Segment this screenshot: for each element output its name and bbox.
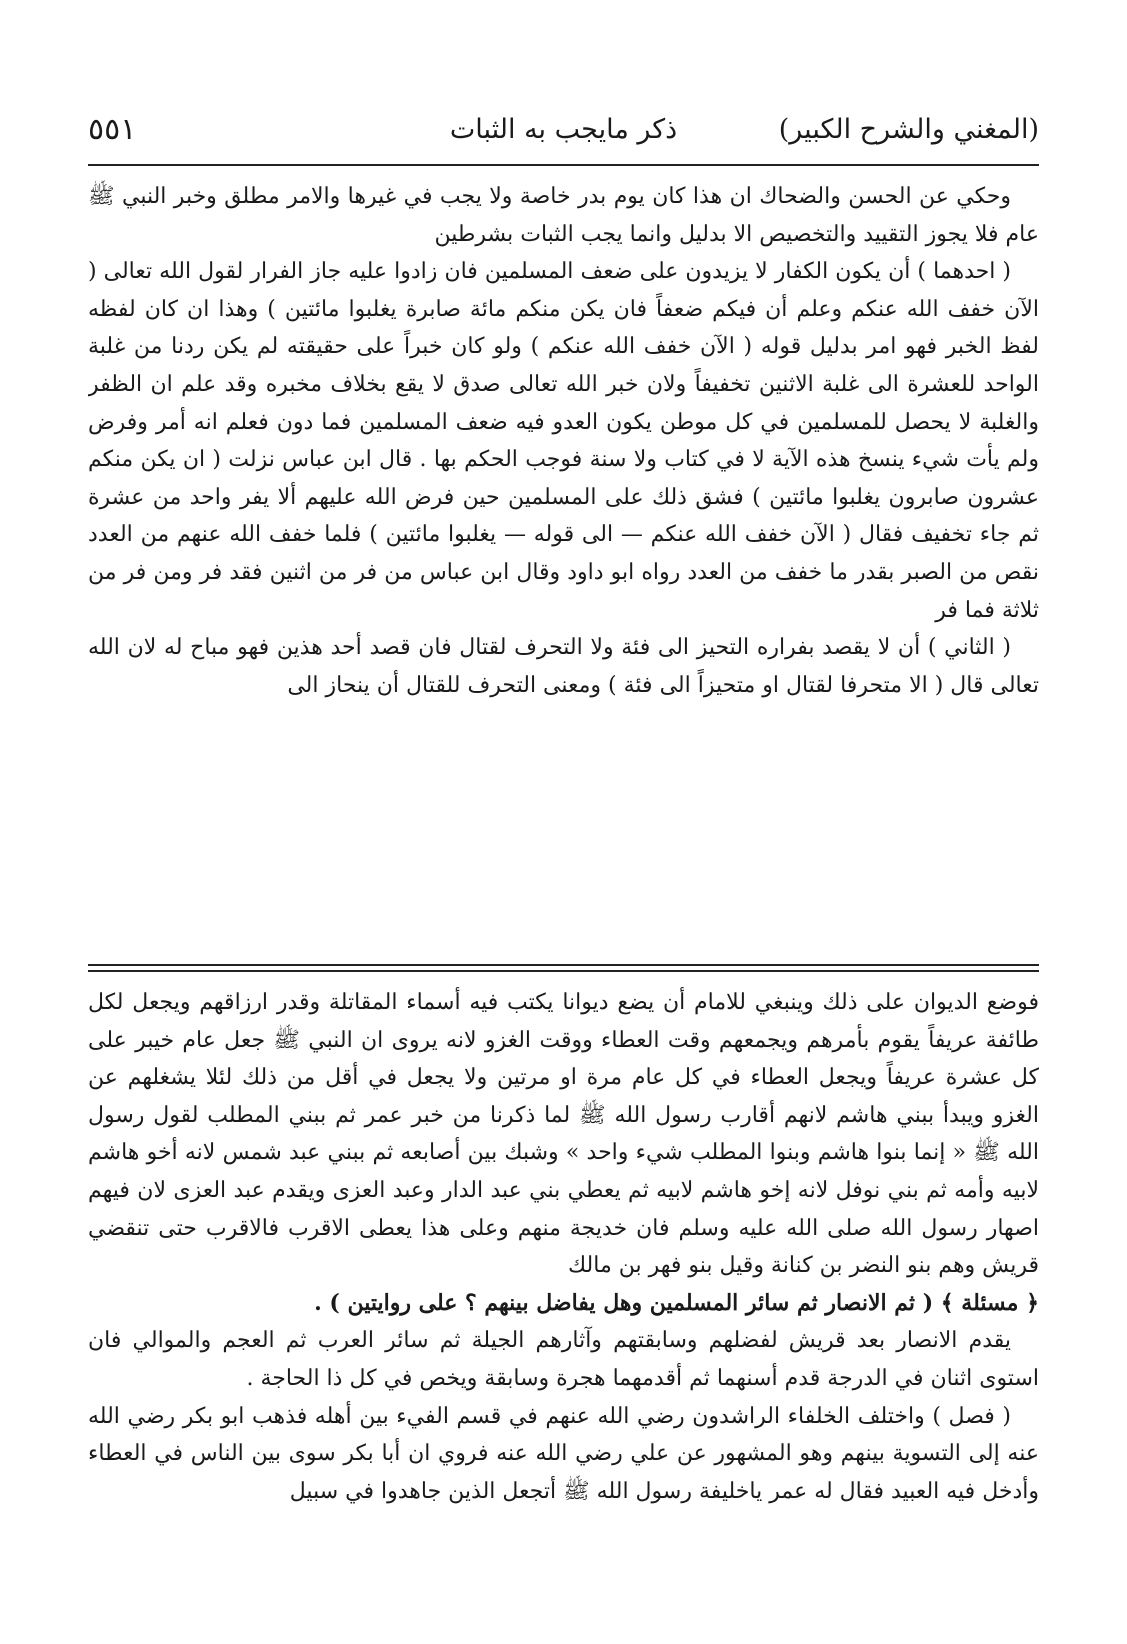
footnote-separator: [88, 964, 1039, 972]
section-title: ذكر مايجب به الثبات: [449, 114, 678, 145]
main-text: [88, 178, 1039, 958]
book-title: (المغني والشرح الكبير): [778, 114, 1039, 145]
main-paragraph: ( احدهما ) أن يكون الكفار لا يزيدون على ضعف المسلمين فان زادوا عليه جاز الفرار لقول الله تعالى ( الآن خفف الله عنكم وعلم أن فيكم ضعفاً فان يكن منكم مائة صابرة يغلبوا مائتين ) وهذا ان كان لفظه لفظ الخبر فهو امر بدليل قوله ( الآن خفف الله عنكم ) ولو كان خبراً على حقيقته لم يكن ردنا من غلبة الواحد للعشرة الى غلبة الاثنين تخفيفاً ولان خبر الله تعالى صدق لا يقع بخلاف مخبره وقد علم ان الظفر والغلبة لا يحصل للمسلمين في كل موطن يكون العدو فيه ضعف المسلمين فما دون فعلم انه أمر وفرض ولم يأت شيء ينسخ هذه الآية لا في كتاب ولا سنة فوجب الحكم بها . قال ابن عباس نزلت ( ان يكن منكم عشرون صابرون يغلبوا مائتين ) فشق ذلك على المسلمين حين فرض الله عليهم ألا يفر واحد من عشرة ثم جاء تخفيف فقال ( الآن خفف الله عنكم — الى قوله — يغلبوا مائتين ) فلما خفف الله عنهم من العدد نقص من الصبر بقدر ما خفف من العدد رواه ابو داود وقال ابن عباس من فر من اثنين فقد فر ومن فر من ثلاثة فما فر: [88, 259, 1039, 623]
page-number: ٥٥١: [88, 112, 137, 147]
footnote-paragraph: يقدم الانصار بعد قريش لفضلهم وسابقتهم وآثارهم الجيلة ثم سائر العرب ثم العجم والموالي فان استوى اثنان في الدرجة قدم أسنهما ثم أقدمهما هجرة وسابقة ويخص في كل ذا الحاجة .: [88, 1328, 1039, 1391]
masala-heading: ﴿ مسئلة ﴾ ( ثم الانصار ثم سائر المسلمين وهل يفاضل بينهم ؟ على روايتين ) .: [314, 1289, 1039, 1316]
header-rule: [88, 164, 1039, 166]
footnote-text: [88, 984, 1039, 1644]
main-paragraph: ( الثاني ) أن لا يقصد بفراره التحيز الى فئة ولا التحرف لقتال فان قصد أحد هذين فهو مباح له لان الله تعالى قال ( الا متحرفا لقتال او متحيزاً الى فئة ) ومعنى التحرف للقتال أن ينحاز الى: [88, 635, 1039, 698]
footnote-paragraph: ( فصل ) واختلف الخلفاء الراشدون رضي الله عنهم في قسم الفيء بين أهله فذهب ابو بكر رضي الله عنه إلى التسوية بينهم وهو المشهور عن علي رضي الله عنه فروي ان أبا بكر سوى بين الناس في العطاء وأدخل فيه العبيد فقال له عمر ياخليفة رسول الله ﷺ أتجعل الذين جاهدوا في سبيل: [88, 1403, 1039, 1504]
main-paragraph: وحكي عن الحسن والضحاك ان هذا كان يوم بدر خاصة ولا يجب في غيرها والامر مطلق وخبر النبي ﷺ عام فلا يجوز التقييد والتخصيص الا بدليل وانما يجب الثبات بشرطين: [88, 184, 1039, 247]
footnote-paragraph: فوضع الديوان على ذلك وينبغي للامام أن يضع ديوانا يكتب فيه أسماء المقاتلة وقدر ارزاقهم ويجعل لكل طائفة عريفاً يقوم بأمرهم ويجمعهم وقت العطاء ووقت الغزو لانه يروى ان النبي ﷺ جعل عام خيبر على كل عشرة عريفاً ويجعل العطاء في كل عام مرة او مرتين ولا يجعل في أقل من ذلك لئلا يشغلهم عن الغزو ويبدأ ببني هاشم لانهم أقارب رسول الله ﷺ لما ذكرنا من خبر عمر ثم ببني المطلب لقول رسول الله ﷺ « إنما بنوا هاشم وبنوا المطلب شيء واحد » وشبك بين أصابعه ثم ببني عبد شمس لانه أخو هاشم لابيه وأمه ثم بني نوفل لانه إخو هاشم لابيه ثم يعطي بني عبد الدار وعبد العزى ويقدم عبد العزى لان فيهم اصهار رسول الله صلى الله عليه وسلم فان خديجة منهم وعلى هذا يعطى الاقرب فالاقرب حتى تنقضي قريش وهم بنو النضر بن كنانة وقيل بنو فهر بن مالك: [88, 990, 1039, 1279]
page-header: [88, 100, 1039, 160]
